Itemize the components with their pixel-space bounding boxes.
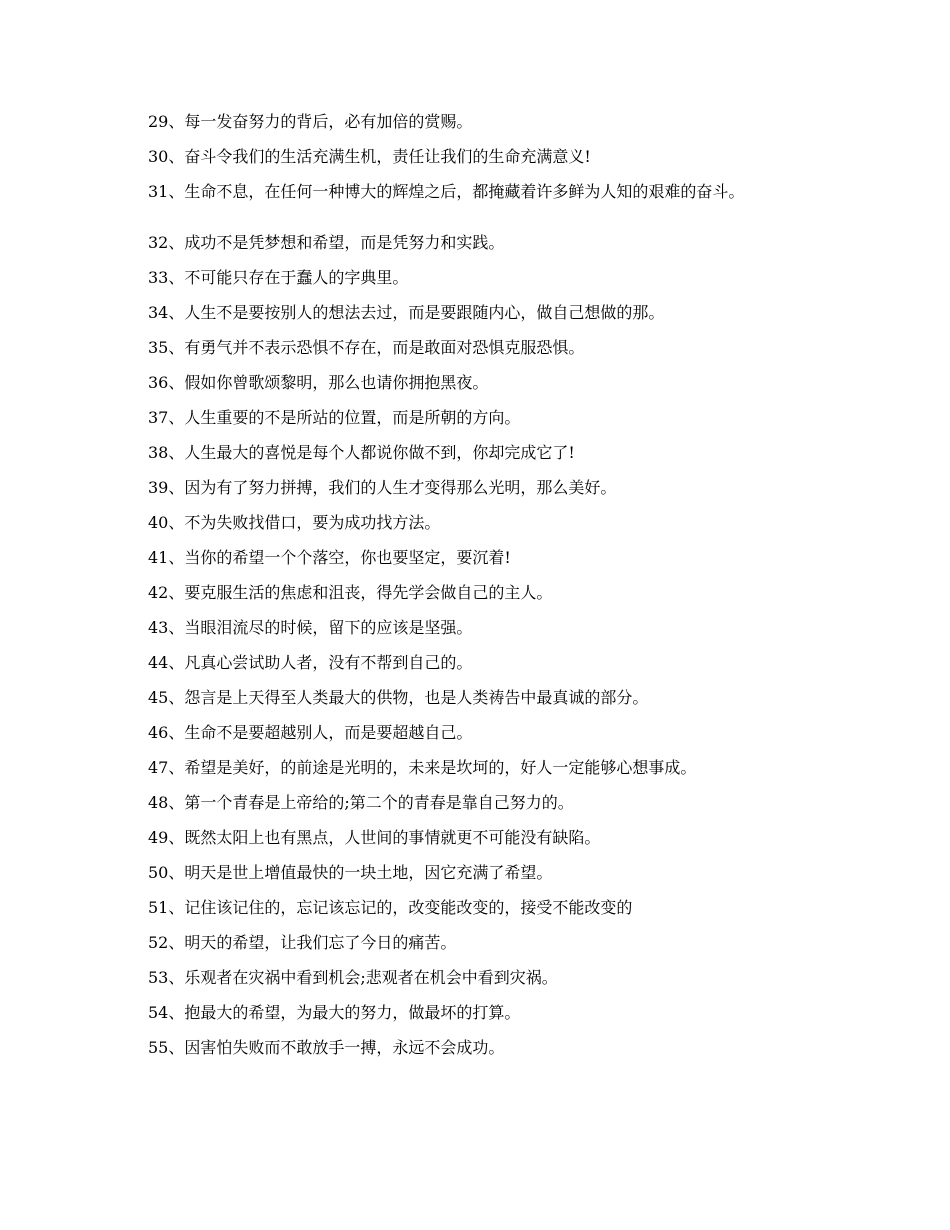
list-item: 35、有勇气并不表示恐惧不存在，而是敢面对恐惧克服恐惧。: [148, 338, 585, 357]
list-item: 29、每一发奋努力的背后，必有加倍的赏赐。: [148, 112, 473, 131]
list-item: 40、不为失败找借口，要为成功找方法。: [148, 513, 441, 532]
list-item: 53、乐观者在灾祸中看到机会;悲观者在机会中看到灾祸。: [148, 968, 558, 987]
list-item: 39、因为有了努力拼搏，我们的人生才变得那么光明，那么美好。: [148, 478, 617, 497]
list-item: 34、人生不是要按别人的想法去过，而是要跟随内心，做自己想做的那。: [148, 303, 665, 322]
list-item: 54、抱最大的希望，为最大的努力，做最坏的打算。: [148, 1003, 521, 1022]
list-item: 32、成功不是凭梦想和希望，而是凭努力和实践。: [148, 233, 505, 252]
list-item: 45、怨言是上天得至人类最大的供物，也是人类祷告中最真诚的部分。: [148, 688, 649, 707]
list-item: 36、假如你曾歌颂黎明，那么也请你拥抱黑夜。: [148, 373, 489, 392]
list-item: 52、明天的希望，让我们忘了今日的痛苦。: [148, 933, 457, 952]
list-item: 43、当眼泪流尽的时候，留下的应该是坚强。: [148, 618, 473, 637]
list-item: 33、不可能只存在于蠢人的字典里。: [148, 268, 409, 287]
list-item: 44、凡真心尝试助人者，没有不帮到自己的。: [148, 653, 473, 672]
list-item: 49、既然太阳上也有黑点，人世间的事情就更不可能没有缺陷。: [148, 828, 601, 847]
quote-list: [112, 110, 812, 1071]
list-item: 51、记住该记住的，忘记该忘记的，改变能改变的，接受不能改变的: [148, 898, 633, 917]
list-item: 38、人生最大的喜悦是每个人都说你做不到，你却完成它了!: [148, 443, 575, 462]
list-item: 30、奋斗令我们的生活充满生机，责任让我们的生命充满意义!: [148, 147, 591, 166]
list-item: 42、要克服生活的焦虑和沮丧，得先学会做自己的主人。: [148, 583, 553, 602]
list-item: 46、生命不是要超越别人，而是要超越自己。: [148, 723, 473, 742]
list-item: 41、当你的希望一个个落空，你也要坚定，要沉着!: [148, 548, 511, 567]
list-item: 48、第一个青春是上帝给的;第二个的青春是靠自己努力的。: [148, 793, 574, 812]
list-item: 55、因害怕失败而不敢放手一搏，永远不会成功。: [148, 1038, 505, 1057]
list-item: 50、明天是世上增值最快的一块土地，因它充满了希望。: [148, 863, 553, 882]
list-item: 37、人生重要的不是所站的位置，而是所朝的方向。: [148, 408, 521, 427]
list-item: 31、生命不息，在任何一种博大的辉煌之后，都掩藏着许多鲜为人知的艰难的奋斗。: [148, 182, 745, 201]
list-item: 47、希望是美好，的前途是光明的，未来是坎坷的，好人一定能够心想事成。: [148, 758, 697, 777]
